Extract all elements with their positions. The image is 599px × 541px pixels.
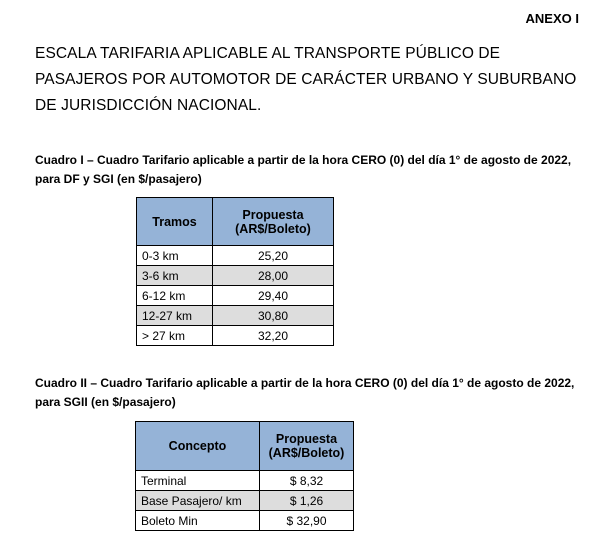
row-label: 12-27 km [137, 306, 213, 326]
table-row [137, 286, 334, 306]
row-label: Boleto Min [136, 511, 260, 531]
title-line: DE JURISDICCIÓN NACIONAL. [35, 97, 262, 114]
title-line: ESCALA TARIFARIA APLICABLE AL TRANSPORTE PÚBLICO DE [35, 45, 501, 62]
cuadro-2-title-line: Cuadro II – Cuadro Tarifario aplicable a partir de la hora CERO (0) del día 1° de agosto de 2022, [35, 376, 575, 390]
annex-label: ANEXO I [525, 11, 579, 26]
cuadro-1-title [35, 151, 590, 189]
row-value: $ 32,90 [260, 511, 354, 531]
cuadro-1-title-line: Cuadro I – Cuadro Tarifario aplicable a partir de la hora CERO (0) del día 1° de agosto de 2022, [35, 153, 572, 167]
row-value: 29,40 [213, 286, 334, 306]
row-label: 3-6 km [137, 266, 213, 286]
row-value: 25,20 [213, 246, 334, 266]
header-propuesta-unit: (AR$/Boleto) [268, 446, 345, 460]
document-title [35, 41, 585, 119]
header-propuesta-unit: (AR$/Boleto) [235, 221, 311, 236]
header-propuesta [260, 422, 354, 471]
row-value: $ 1,26 [260, 491, 354, 511]
table-row [136, 491, 354, 511]
header-tramos: Tramos [137, 198, 213, 246]
cuadro-2-table [135, 421, 354, 531]
header-propuesta-line: Propuesta [242, 207, 304, 222]
row-value: 32,20 [213, 326, 334, 346]
table-row [136, 511, 354, 531]
row-label: > 27 km [137, 326, 213, 346]
cuadro-1-table [136, 197, 334, 346]
table-row [137, 246, 334, 266]
table-row [137, 326, 334, 346]
table-row [136, 471, 354, 491]
table-header-row [136, 422, 354, 471]
cuadro-1-title-line: para DF y SGI (en $/pasajero) [35, 172, 202, 186]
row-label: Base Pasajero/ km [136, 491, 260, 511]
row-value: 30,80 [213, 306, 334, 326]
header-concepto: Concepto [136, 422, 260, 471]
table-header-row [137, 198, 334, 246]
header-propuesta [213, 198, 334, 246]
row-label: 0-3 km [137, 246, 213, 266]
row-value: $ 8,32 [260, 471, 354, 491]
header-propuesta-line: Propuesta [275, 432, 338, 446]
cuadro-2-title [35, 374, 590, 412]
row-label: Terminal [136, 471, 260, 491]
title-line: PASAJEROS POR AUTOMOTOR DE CARÁCTER URBANO Y SUBURBANO [35, 71, 577, 88]
row-value: 28,00 [213, 266, 334, 286]
row-label: 6-12 km [137, 286, 213, 306]
table-row [137, 266, 334, 286]
cuadro-2-title-line: para SGII (en $/pasajero) [35, 395, 176, 409]
table-row [137, 306, 334, 326]
